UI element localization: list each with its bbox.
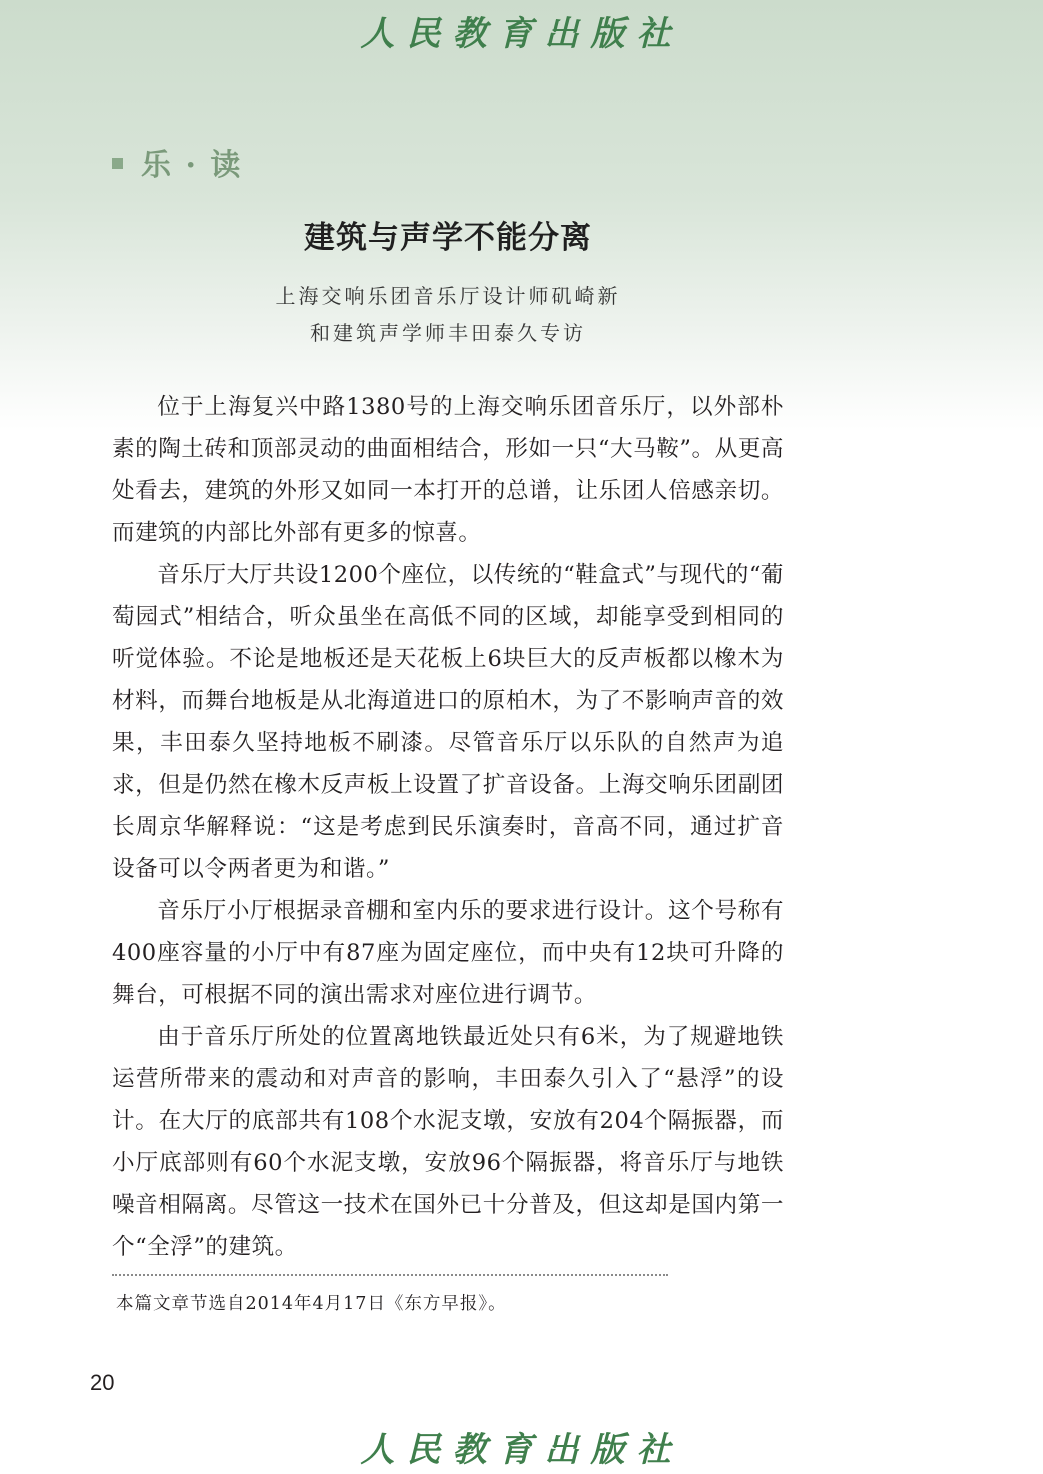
source-note: 本篇文章节选自2014年4月17日《东方早报》。 <box>116 1294 507 1314</box>
paragraph-2: 音乐厅大厅共设1200个座位，以传统的“鞋盒式”与现代的“葡萄园式”相结合，听众虽坐在高低不同的区域，却能享受到相同的听觉体验。不论是地板还是天花板上6块巨大的反声板都以橡木为材料，而舞台地板是从北海道进口的原柏木，为了不影响声音的效果，丰田泰久坚持地板不刷漆。尽管音乐厅以乐队的自然声为追求，但是仍然在橡木反声板上设置了扩音设备。上海交响乐团副团长周京华解释说：“这是考虑到民乐演奏时，音高不同，通过扩音设备可以令两者更为和谐。” <box>112 562 784 882</box>
publisher-logo-header: 人民教育出版社 <box>360 14 683 54</box>
paragraph-4: 由于音乐厅所处的位置离地铁最近处只有6米，为了规避地铁运营所带来的震动和对声音的影响，丰田泰久引入了“悬浮”的设计。在大厅的底部共有108个水泥支墩，安放有204个隔振器，而小厅底部则有60个水泥支墩，安放96个隔振器，将音乐厅与地铁噪音相隔离。尽管这一技术在国外已十分普及，但这却是国内第一个“全浮”的建筑。 <box>112 1024 784 1260</box>
article-body <box>112 386 784 1268</box>
article-subtitle-line1: 上海交响乐团音乐厅设计师矶崎新 <box>275 284 621 308</box>
paragraph-3: 音乐厅小厅根据录音棚和室内乐的要求进行设计。这个号称有400座容量的小厅中有87座为固定座位，而中央有12块可升降的舞台，可根据不同的演出需求对座位进行调节。 <box>112 898 784 1008</box>
section-label-text: 乐 · 读 <box>141 148 243 183</box>
article-subtitle-line2: 和建筑声学师丰田泰久专访 <box>310 321 586 345</box>
article-title: 建筑与声学不能分离 <box>304 220 592 256</box>
publisher-logo-footer: 人民教育出版社 <box>360 1430 683 1470</box>
dotted-divider <box>112 1274 668 1276</box>
section-label <box>112 140 242 184</box>
paragraph-1: 位于上海复兴中路1380号的上海交响乐团音乐厅，以外部朴素的陶土砖和顶部灵动的曲面相结合，形如一只“大马鞍”。从更高处看去，建筑的外形又如同一本打开的总谱，让乐团人倍感亲切。而建筑的内部比外部有更多的惊喜。 <box>112 394 784 546</box>
section-square-icon <box>112 158 123 169</box>
page-number: 20 <box>90 1370 115 1395</box>
